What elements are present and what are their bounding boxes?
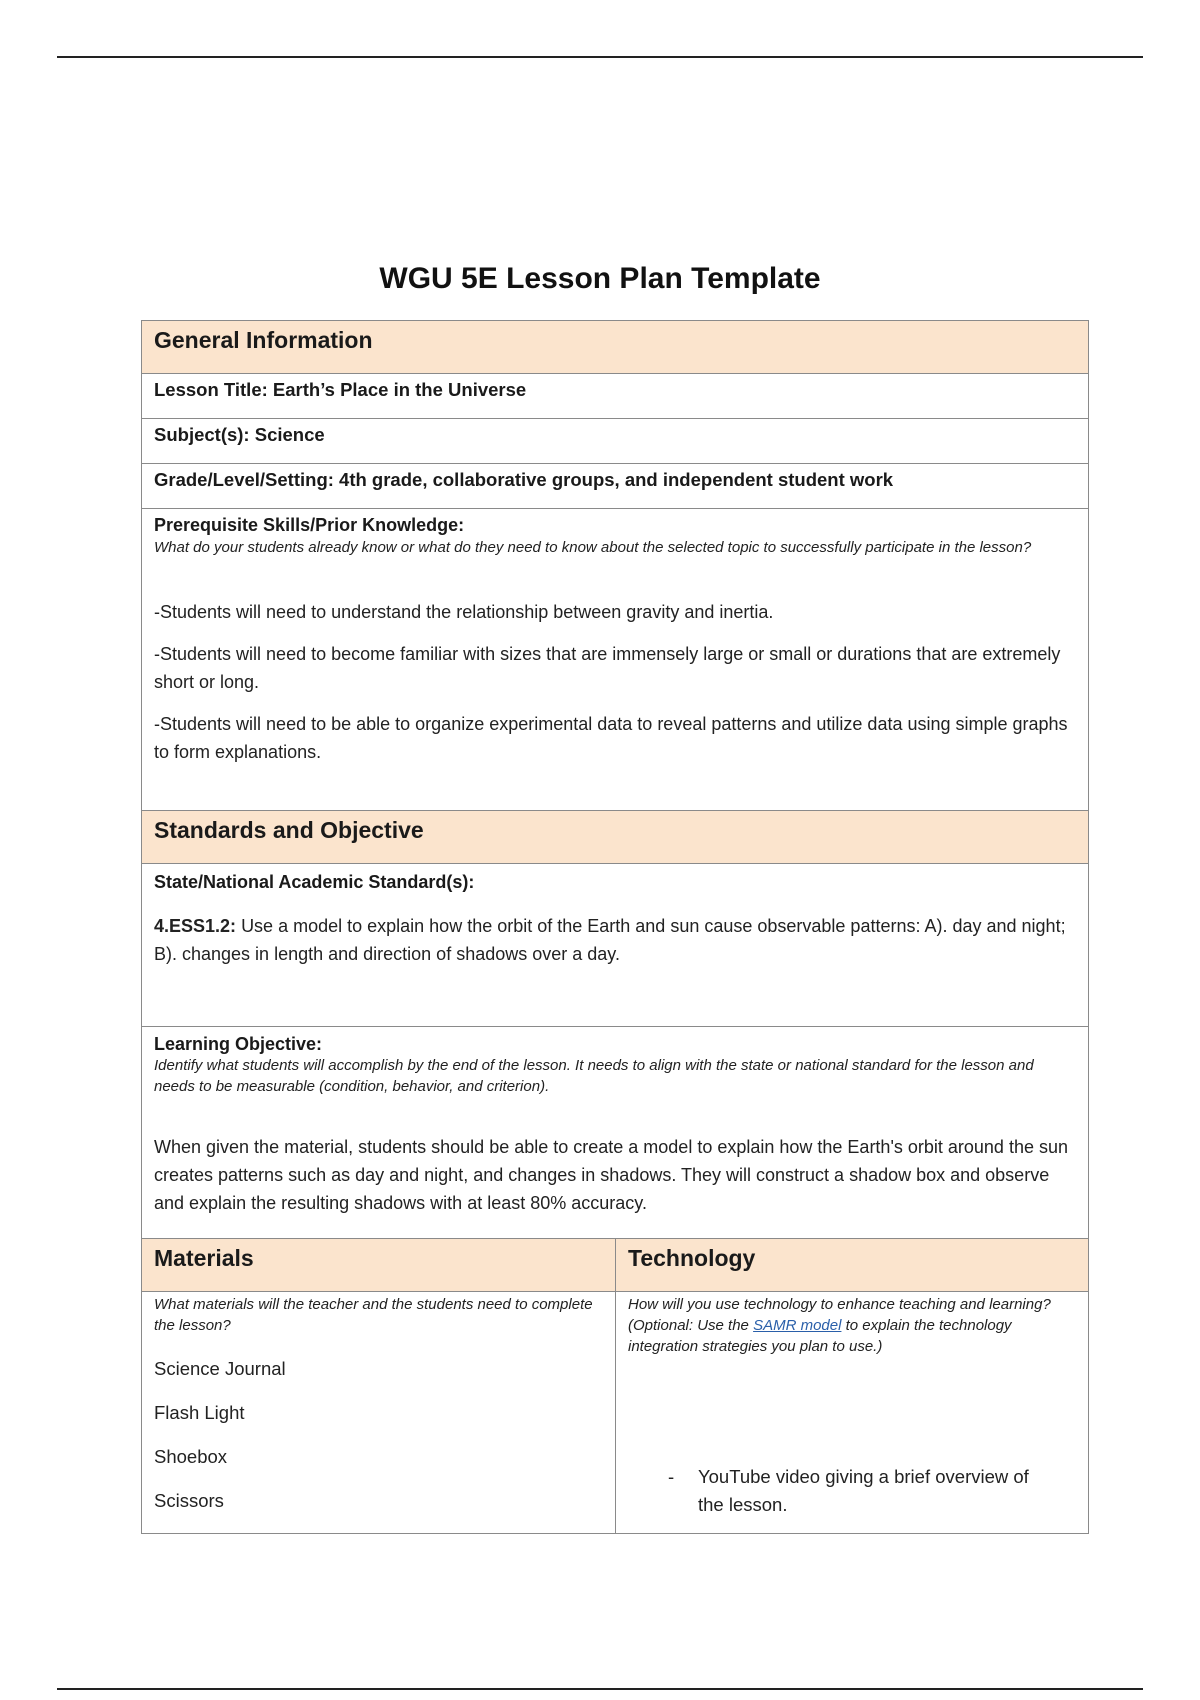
subject-row (142, 419, 1088, 464)
materials-hint: What materials will the teacher and the students need to complete the lesson? (154, 1296, 593, 1334)
material-item: Scissors (154, 1490, 224, 1511)
standard-text: Use a model to explain how the orbit of the Earth and sun cause observable patterns: A). day and night; B). changes in length and direction of shadows over a day. (154, 916, 1066, 964)
prerequisite-item: -Students will need to become familiar with sizes that are immensely large or small or durations that are extremely short or long. (154, 644, 1061, 692)
objective-row (142, 1027, 1088, 1239)
standard-label: State/National Academic Standard(s): (154, 872, 475, 892)
bullet-dash-icon: - (668, 1466, 675, 1487)
prerequisite-item: -Students will need to be able to organize experimental data to reveal patterns and utilize data using simple graphs to form explanations. (154, 714, 1068, 762)
standards-objective-heading: Standards and Objective (142, 811, 1088, 864)
prerequisite-row (142, 509, 1088, 811)
samr-model-link[interactable]: SAMR model (753, 1317, 842, 1334)
technology-hint-text: How will you use technology to enhance teaching and learning? (Optional: Use the (628, 1296, 1051, 1334)
materials-column (142, 1239, 615, 1533)
materials-body (142, 1292, 615, 1533)
standard-row (142, 864, 1088, 1027)
prerequisite-label: Prerequisite Skills/Prior Knowledge: (154, 515, 465, 535)
general-information-heading: General Information (142, 321, 1088, 374)
header-rule (57, 56, 1143, 58)
grade-row (142, 464, 1088, 509)
technology-hint (628, 1294, 1076, 1357)
materials-heading: Materials (142, 1239, 615, 1292)
subject-label: Subject(s): (154, 424, 250, 445)
objective-hint: Identify what students will accomplish by the end of the lesson. It needs to align with the state or national standard for the lesson and needs to be measurable (condition, behavior, and criterion). (154, 1057, 1034, 1095)
objective-text: When given the material, students should be able to create a model to explain how the Earth's orbit around the sun creates patterns such as day and night, and changes in shadows. They will construct a shadow box and observe and explain the resulting shadows with at least 80% accuracy. (154, 1137, 1068, 1213)
lesson-title-label: Lesson Title: (154, 379, 268, 400)
grade-value: 4th grade, collaborative groups, and independent student work (339, 469, 894, 490)
prerequisite-item: -Students will need to understand the relationship between gravity and inertia. (154, 602, 774, 622)
page-title: WGU 5E Lesson Plan Template (379, 262, 821, 295)
material-item: Shoebox (154, 1446, 228, 1467)
prerequisite-hint: What do your students already know or what do they need to know about the selected topic to successfully participate in the lesson? (154, 539, 1032, 556)
technology-hint-text-end: to explain the technology integration strategies you plan to use.) (628, 1317, 1012, 1355)
grade-label: Grade/Level/Setting: (154, 469, 334, 490)
lesson-plan-table (141, 320, 1089, 1534)
technology-column (615, 1239, 1088, 1533)
materials-technology-section (142, 1239, 1088, 1533)
objective-label: Learning Objective: (154, 1034, 323, 1054)
lesson-title-value: Earth’s Place in the Universe (272, 379, 527, 400)
material-item: Science Journal (154, 1358, 286, 1379)
standard-text-block (154, 912, 1076, 968)
footer-rule (57, 1688, 1143, 1690)
standard-code: 4.ESS1.2: (154, 916, 237, 936)
technology-bullet-item (668, 1463, 1048, 1519)
lesson-title-row (142, 374, 1088, 419)
material-item: Flash Light (154, 1402, 245, 1423)
technology-heading: Technology (616, 1239, 1088, 1292)
technology-body (616, 1292, 1088, 1533)
technology-bullet-text: YouTube video giving a brief overview of the lesson. (698, 1466, 1029, 1515)
subject-value: Science (254, 424, 325, 445)
